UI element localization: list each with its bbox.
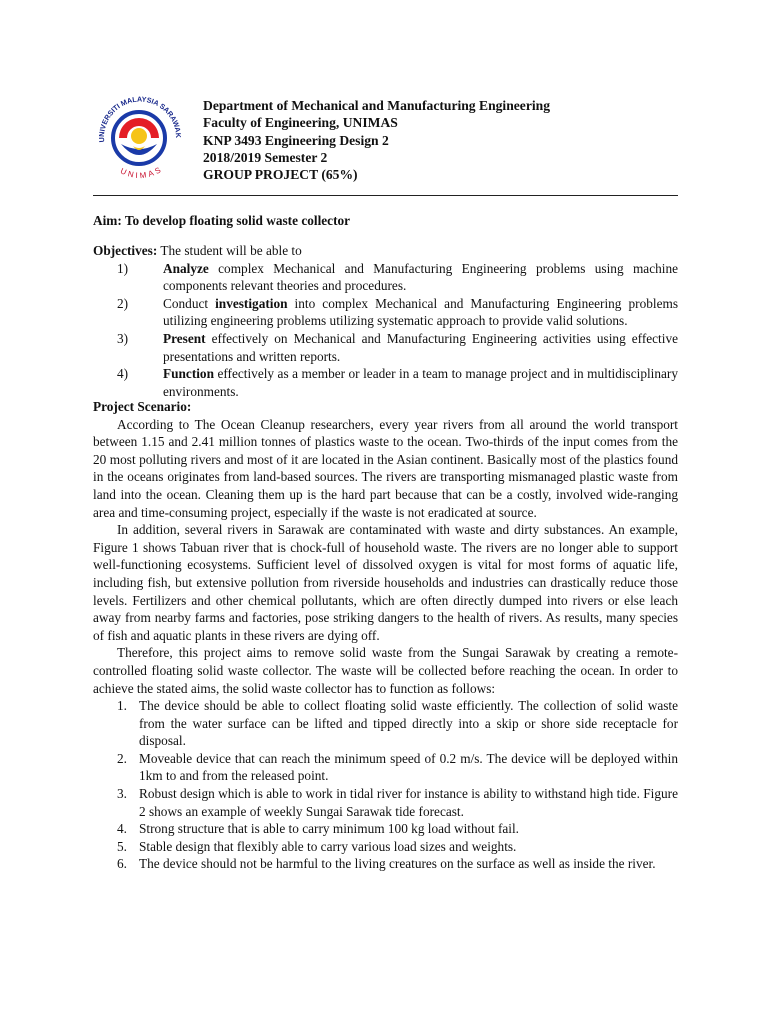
requirement-text: Robust design which is able to work in tidal river for instance is ability to withstand high tide. Figure 2 shows an example of weekly Sungai Sarawak tide forecast. — [139, 786, 678, 819]
objective-keyword: Analyze — [163, 260, 209, 276]
requirement-text: Stable design that flexibly able to carry various load sizes and weights. — [139, 838, 517, 854]
course-title: KNP 3493 Engineering Design 2 — [203, 132, 389, 148]
objective-text: complex Mechanical and Manufacturing Engineering problems using machine components relevant theories and procedures. — [163, 260, 678, 294]
objective-text: into complex Mechanical and Manufacturing Engineering problems utilizing engineering problems utilizing systematic approach to provide valid solutions. — [163, 295, 678, 329]
objective-item — [93, 365, 678, 400]
svg-text:UNIMAS — [119, 164, 165, 180]
requirement-number: 4. — [117, 821, 127, 837]
scenario-heading: Project Scenario: — [93, 399, 192, 414]
objectives-intro — [93, 242, 678, 260]
requirement-number: 5. — [117, 838, 127, 854]
header-text-block — [203, 97, 550, 183]
requirement-number: 2. — [117, 750, 127, 766]
objective-keyword: investigation — [215, 295, 288, 311]
requirement-number: 1. — [117, 698, 127, 714]
objective-item — [93, 330, 678, 365]
requirement-text: Strong structure that is able to carry minimum 100 kg load without fail. — [139, 821, 519, 837]
requirement-number: 6. — [117, 856, 127, 872]
requirement-item — [93, 855, 678, 873]
objective-number: 3) — [117, 330, 129, 346]
objective-item — [93, 260, 678, 295]
objective-number: 1) — [117, 260, 129, 276]
objectives-section — [93, 242, 678, 400]
scenario-paragraph: Therefore, this project aims to remove solid waste from the Sungai Sarawak by creating a remote-controlled floating solid waste collector. The waste will be collected before reaching the ocean. In order to achieve the stated aims, the solid waste collector has to function as follows: — [93, 645, 678, 696]
scenario-paragraph: According to The Ocean Cleanup researchers, every year rivers from all around the world transport between 1.15 and 2.41 million tonnes of plastics waste to the ocean. Two-thirds of the input comes from the 20 most polluting rivers and most of it are located in the Asian continent. Basically most of the plastics found in the oceans originates from land-based sources. The rivers are transporting mismanaged plastic waste from land into the ocean. Cleaning them up is the hard part because that can be a costly, involved wide-ranging area and time-consuming project, especially if the waste is not eradicated at source. — [93, 416, 678, 520]
logo-bottom-text: UNIMAS — [118, 164, 165, 181]
objective-keyword: Present — [163, 330, 206, 346]
requirement-item — [93, 785, 678, 820]
requirements-list — [93, 697, 678, 873]
project-title: GROUP PROJECT (65%) — [203, 167, 358, 183]
objective-text: effectively on Mechanical and Manufacturing Engineering activities using effective presentations and written reports. — [163, 330, 678, 364]
aim-statement: Aim: To develop floating solid waste collector — [93, 213, 351, 228]
unimas-logo — [93, 88, 185, 188]
requirement-item — [93, 697, 678, 750]
objectives-list — [93, 260, 678, 401]
faculty-title: Faculty of Engineering, UNIMAS — [203, 115, 398, 131]
objective-number: 2) — [117, 295, 129, 311]
requirement-text: Moveable device that can reach the minimum speed of 0.2 m/s. The device will be deployed within 1km to and from the released point. — [139, 750, 678, 784]
department-title: Department of Mechanical and Manufacturing Engineering — [203, 98, 550, 113]
requirement-item — [93, 750, 678, 785]
objectives-label: Objectives: — [93, 243, 158, 258]
logo-arc-text: UNIVERSITI MALAYSIA SARAWAK — [96, 94, 184, 143]
objective-pre: Conduct — [163, 295, 216, 311]
requirement-text: The device should be able to collect floating solid waste efficiently. The collection of solid waste from the water surface can be lifted and tipped directly into a skip or shore side receptacle for disposal. — [139, 698, 678, 749]
project-scenario-section — [93, 398, 678, 873]
requirement-item — [93, 838, 678, 856]
objective-text: effectively as a member or leader in a team to manage project and in multidisciplinary environments. — [163, 366, 678, 399]
objective-number: 4) — [117, 366, 129, 382]
requirement-number: 3. — [117, 786, 127, 802]
objective-item — [93, 295, 678, 330]
scenario-paragraph: In addition, several rivers in Sarawak are contaminated with waste and dirty substances. An example, Figure 1 shows Tabuan river that is chock-full of household waste. The rivers are no longer able to support well-functioning ecosystems. Sufficient level of dissolved oxygen is vital for most forms of aquatic life, including fish, but extensive pollution from riverside households and industries can drastically reduce those levels. Fertilizers and other chemical pollutants, which are often directly dumped into rivers or else leach away from nearby farms and factories, pose striking dangers to the health of rivers. As results, many species of fish and aquatic plants in these rivers are dying off. — [93, 522, 678, 643]
objective-keyword: Function — [163, 366, 214, 382]
requirement-item — [93, 820, 678, 838]
semester-title: 2018/2019 Semester 2 — [203, 149, 328, 165]
requirement-text: The device should not be harmful to the living creatures on the surface as well as inside the river. — [139, 856, 656, 872]
objectives-intro-text: The student will be able to — [157, 243, 302, 258]
document-header — [93, 80, 678, 196]
header-divider — [93, 195, 678, 196]
